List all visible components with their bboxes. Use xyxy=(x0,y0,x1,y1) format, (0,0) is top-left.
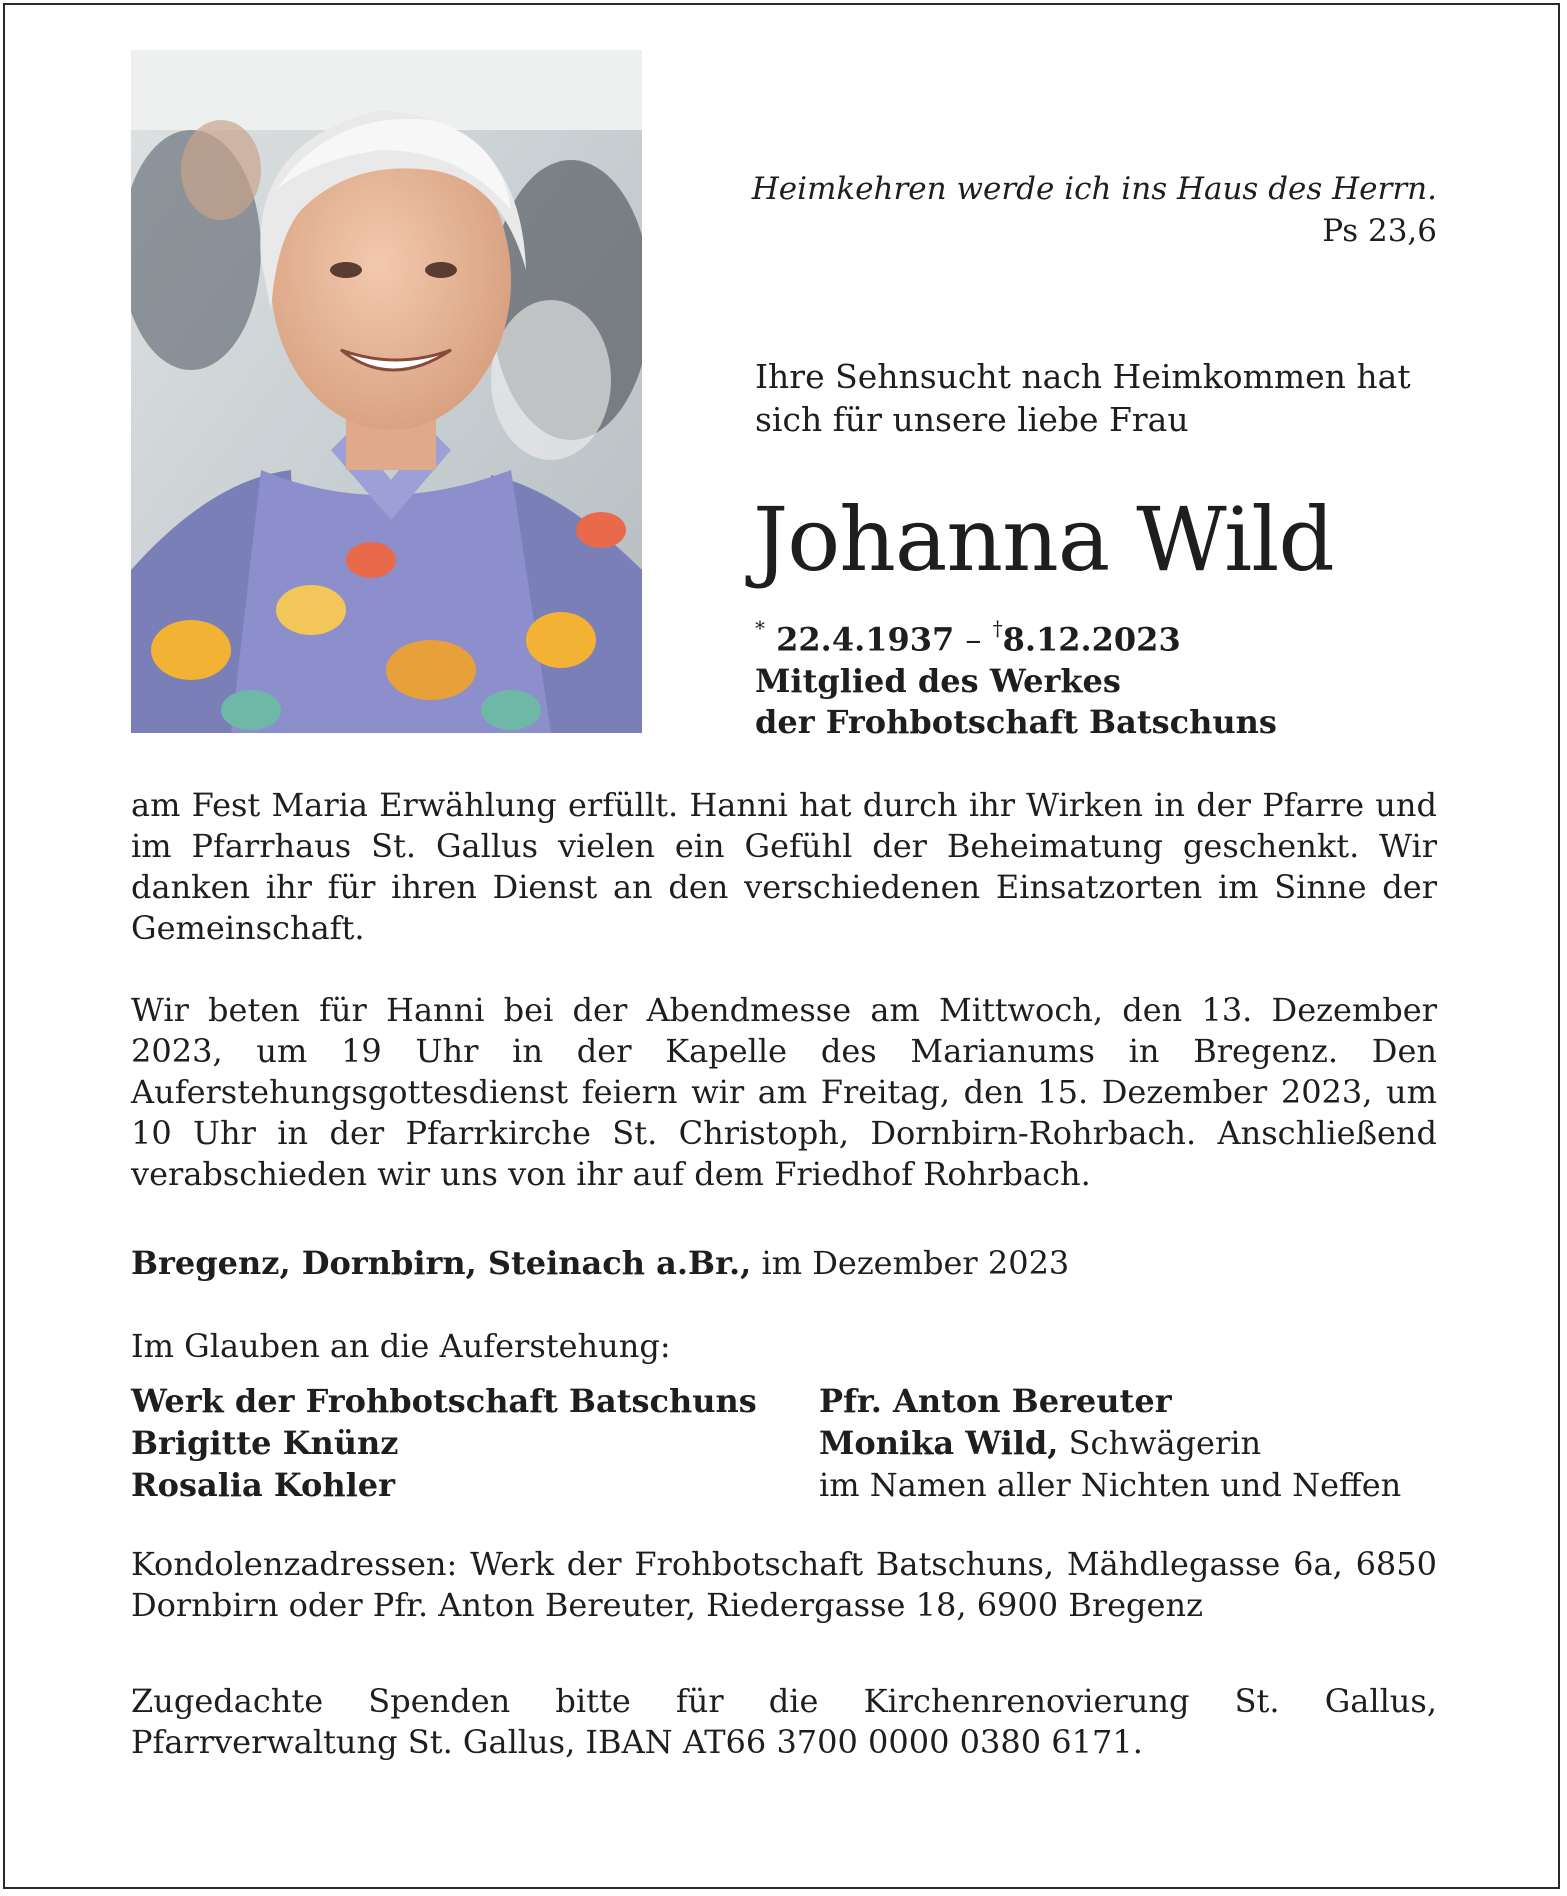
signature-row xyxy=(131,1380,1437,1422)
paragraph-services: Wir beten für Hanni bei der Abendmesse am Mittwoch, den 13. Dezember 2023, um 19 Uhr in der Kapelle des Marianums in Bregenz. Den Auferstehungsgottesdienst feiern wir am Freitag, den 15. Dezember 2023, um 10 Uhr in der Pfarrkirche St. Christoph, Dornbirn-Rohrbach. Anschließend verabschieden wir uns von ihr auf dem Friedhof Rohrbach. xyxy=(131,991,1437,1193)
signer-note: Schwägerin xyxy=(1068,1424,1262,1462)
signer-left: Brigitte Knünz xyxy=(131,1424,399,1462)
birth-date: 22.4.1937 xyxy=(776,620,955,659)
quote-text: Heimkehren werde ich ins Haus des Herrn. xyxy=(751,171,1437,207)
signer-left: Werk der Frohbotschaft Batschuns xyxy=(131,1382,757,1420)
portrait-photo xyxy=(131,50,642,733)
birth-symbol: * xyxy=(755,616,765,640)
faith-line: Im Glauben an die Auferstehung: xyxy=(131,1327,671,1365)
places: Bregenz, Dornbirn, Steinach a.Br., xyxy=(131,1244,752,1282)
deceased-name: Johanna Wild xyxy=(753,488,1334,591)
signer-right xyxy=(819,1380,1437,1422)
life-dates xyxy=(755,612,1277,743)
signature-row xyxy=(131,1422,1437,1464)
paragraph-announcement: am Fest Maria Erwählung erfüllt. Hanni hat durch ihr Wirken in der Pfarre und im Pfarrhaus St. Gallus vielen ein Gefühl der Beheimatung geschenkt. Wir danken ihr für ihren Dienst an den verschiedenen Einsatzorten im Sinne der Gemeinschaft. xyxy=(131,786,1437,947)
signature-row xyxy=(131,1464,1437,1506)
signer-left: Rosalia Kohler xyxy=(131,1466,395,1504)
signer-right xyxy=(819,1422,1437,1464)
affiliation-line-1: Mitglied des Werkes xyxy=(755,661,1121,700)
signer-note: im Namen aller Nichten und Neffen xyxy=(819,1466,1402,1504)
signer-right xyxy=(819,1464,1437,1506)
death-symbol: † xyxy=(992,616,1003,640)
signer-name: Monika Wild, xyxy=(819,1424,1059,1462)
bible-quote xyxy=(700,168,1437,252)
quote-reference: Ps 23,6 xyxy=(1322,213,1437,249)
date-text: im Dezember 2023 xyxy=(761,1244,1070,1282)
place-date-line xyxy=(131,1243,1437,1284)
condolence-addresses: Kondolenzadressen: Werk der Frohbotschaft Batschuns, Mähdlegasse 6a, 6850 Dornbirn oder Pfr. Anton Bereuter, Riedergasse 18, 6900 Bregenz xyxy=(131,1545,1437,1624)
affiliation-line-2: der Frohbotschaft Batschuns xyxy=(755,702,1277,741)
date-separator: – xyxy=(965,620,982,659)
signer-name: Pfr. Anton Bereuter xyxy=(819,1382,1172,1420)
signatures xyxy=(131,1380,1437,1506)
donation-note: Zugedachte Spenden bitte für die Kirchenrenovierung St. Gallus, Pfarrverwaltung St. Gallus, IBAN AT66 3700 0000 0380 6171. xyxy=(131,1682,1437,1761)
death-date: 8.12.2023 xyxy=(1002,620,1181,659)
intro-text: Ihre Sehnsucht nach Heimkommen hat sich für unsere liebe Frau xyxy=(755,357,1411,439)
